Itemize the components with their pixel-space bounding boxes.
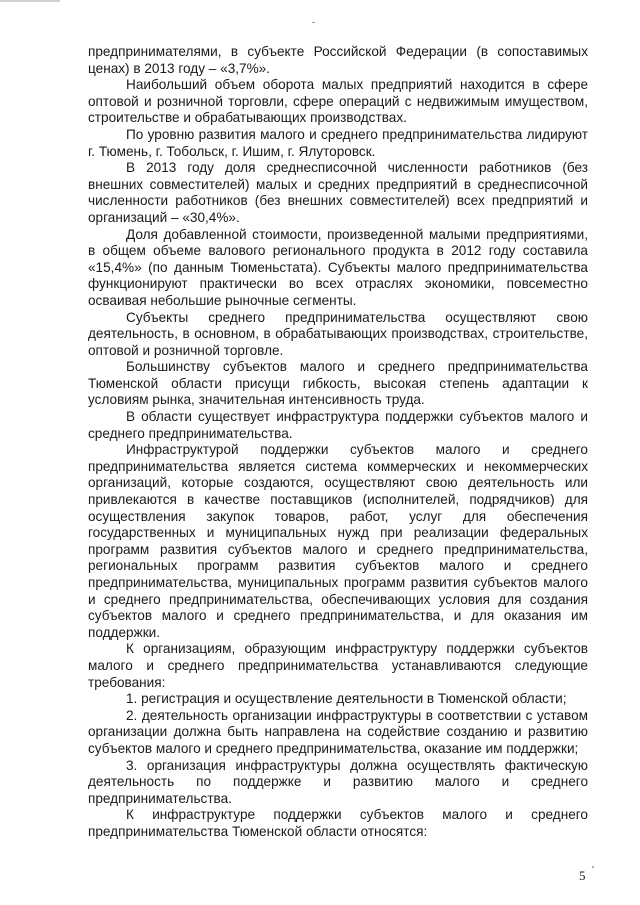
document-body: [88, 44, 588, 841]
scan-edge-mark: [0, 0, 60, 2]
scan-speck: [592, 866, 594, 868]
paragraph: По уровню развития малого и среднего предпринимательства лидируют г. Тюмень, г. Тобольск, г. Ишим, г. Ялуторовск.: [88, 126, 588, 159]
paragraph: Субъекты среднего предпринимательства осуществляют свою деятельность, в основном, в обрабатывающих производствах, строительстве, оптовой и розничной торговле.: [88, 309, 588, 358]
paragraph: Инфраструктурой поддержки субъектов малого и среднего предпринимательства является система коммерческих и некоммерческих организаций, которые создаются, осуществляют свою деятельность или привлекаются в качестве поставщиков (исполнителей, подрядчиков) для осуществления закупок товаров, работ, услуг для обеспечения государственных и муниципальных нужд при реализации федеральных программ развития субъектов малого и среднего предпринимательства, региональных программ развития субъектов малого и среднего предпринимательства, муниципальных программ развития субъектов малого и среднего предпринимательства, обеспечивающих условия для создания субъектов малого и среднего предпринимательства, и для оказания им поддержки.: [88, 442, 588, 640]
paragraph: К инфраструктуре поддержки субъектов малого и среднего предпринимательства Тюменской области относятся:: [88, 807, 588, 839]
paragraph: К организациям, образующим инфраструктуру поддержки субъектов малого и среднего предпринимательства устанавливаются следующие требования:: [88, 641, 588, 690]
list-item: 2. деятельность организации инфраструктуры в соответствии с уставом организации должна быть направлена на содействие созданию и развитию субъектов малого и среднего предпринимательства, оказание им поддержки;: [88, 707, 588, 756]
scan-speck: [312, 22, 315, 23]
paragraph: В 2013 году доля среднесписочной численности работников (без внешних совместителей) малых и средних предприятий в среднесписочной численности работников (без внешних совместителей) всех предприятий и организаций – «30,4%».: [88, 160, 588, 225]
list-item: 1. регистрация и осуществление деятельности в Тюменской области;: [126, 691, 567, 707]
paragraph: Наибольший объем оборота малых предприятий находится в сфере оптовой и розничной торговли, сфере операций с недвижимым имуществом, строительстве и обрабатывающих производствах.: [88, 77, 588, 126]
paragraph: Доля добавленной стоимости, произведенной малыми предприятиями, в общем объеме валового регионального продукта в 2012 году составила «15,4%» (по данным Тюменьстата). Субъекты малого предпринимательства функционируют практически во всех отраслях экономики, повсеместно осваивая небольшие рыночные сегменты.: [88, 226, 588, 308]
list-item: 3. организация инфраструктуры должна осуществлять фактическую деятельность по поддержке и развитию малого и среднего предпринимательства.: [88, 757, 588, 806]
page-number: 5: [579, 868, 586, 883]
paragraph: Большинству субъектов малого и среднего предпринимательства Тюменской области присущи гибкость, высокая степень адаптации к условиям рынка, значительная интенсивность труда.: [88, 359, 588, 408]
paragraph: предпринимателями, в субъекте Российской Федерации (в сопоставимых ценах) в 2013 году – «3,7%».: [88, 44, 588, 76]
paragraph: В области существует инфраструктура поддержки субъектов малого и среднего предпринимательства.: [88, 409, 588, 441]
